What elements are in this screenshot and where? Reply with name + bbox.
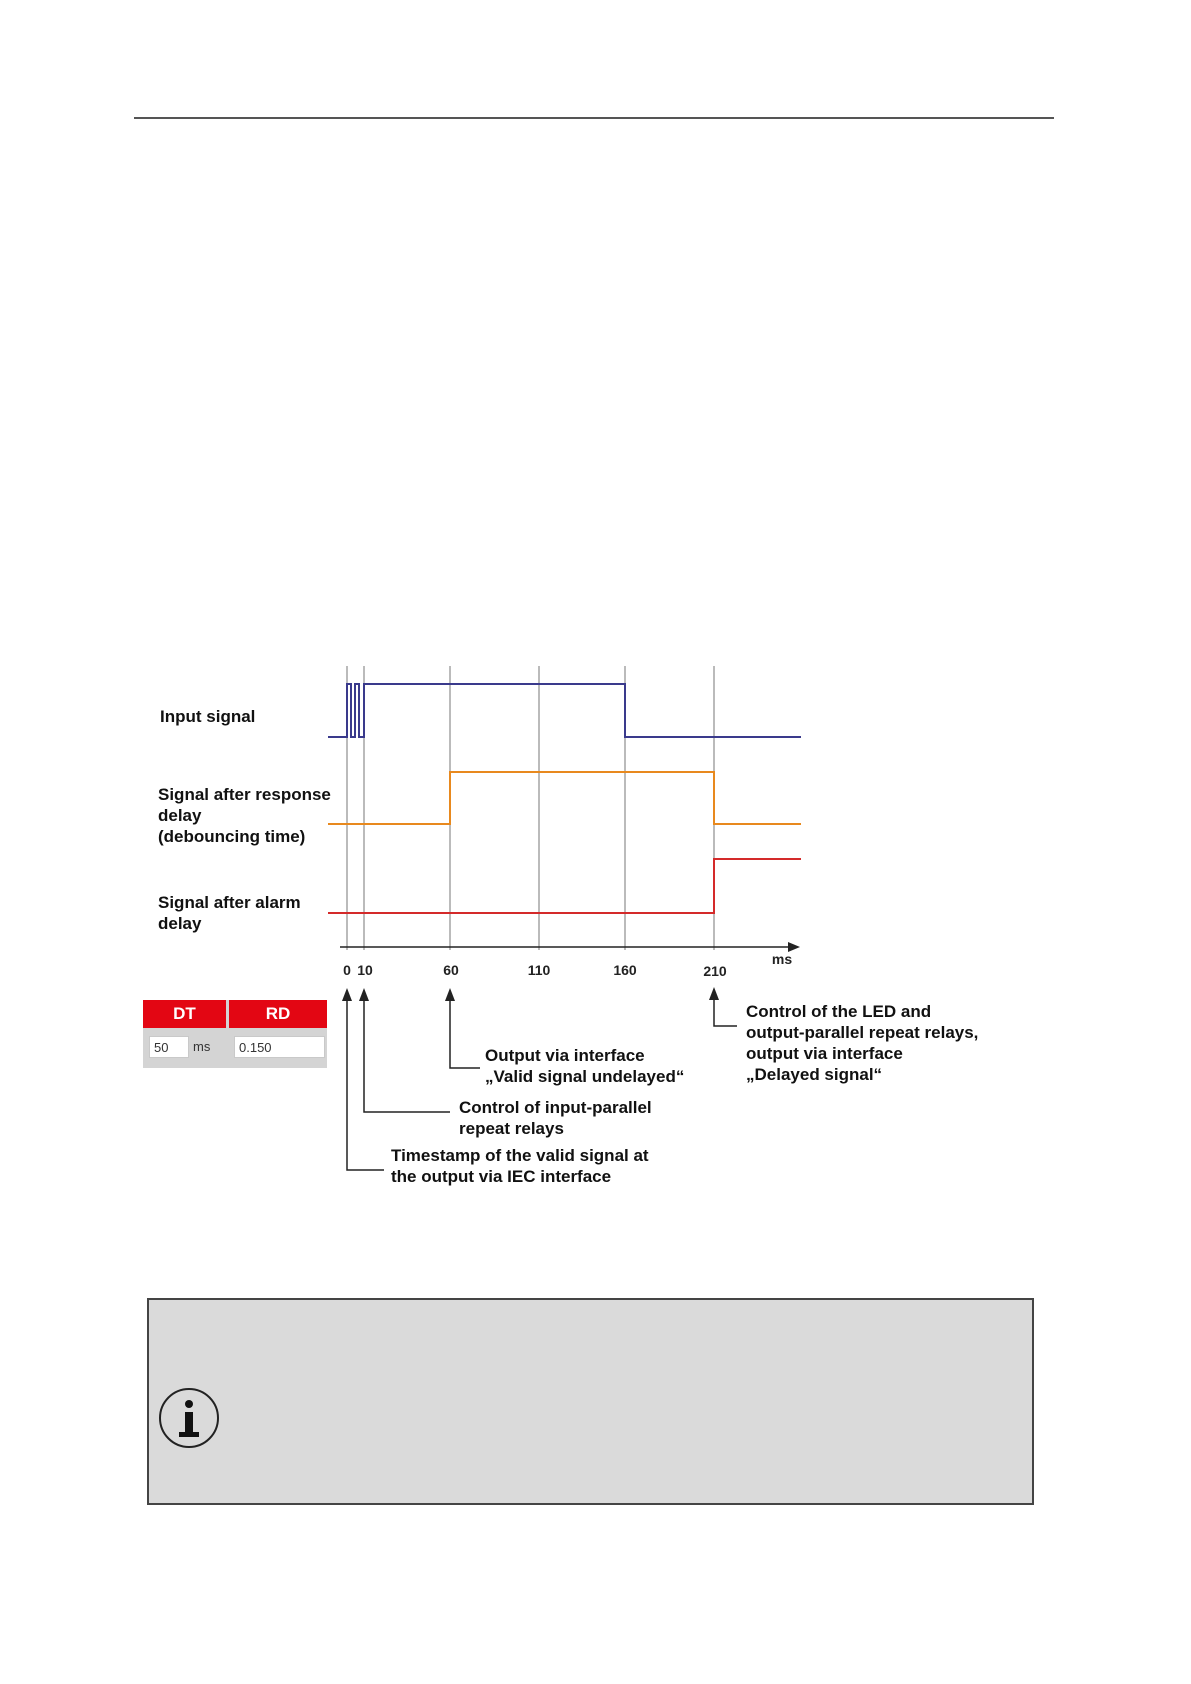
annotation-arrowheads	[342, 987, 719, 1001]
alarm-signal-line	[328, 859, 801, 913]
label-alarm-signal: Signal after alarm delay	[158, 893, 301, 933]
delay-settings-panel	[143, 1000, 327, 1068]
arrowhead-timestamp	[342, 988, 352, 1001]
leader-undelayed	[450, 1000, 480, 1068]
dt-input[interactable]: 50	[149, 1036, 189, 1058]
annotation-input-parallel: Control of input-parallel repeat relays	[459, 1098, 652, 1138]
axis-unit-label: ms	[771, 951, 793, 967]
gridlines	[347, 666, 714, 950]
leader-led	[714, 999, 737, 1026]
info-box	[147, 1298, 1034, 1505]
tick-label-60: 60	[443, 962, 459, 978]
rd-input[interactable]: 0.150	[234, 1036, 325, 1058]
dt-unit-label: ms	[193, 1039, 211, 1054]
annotation-undelayed: Output via interface „Valid signal undelayed“	[485, 1046, 685, 1086]
leader-input-parallel	[364, 1000, 450, 1112]
dt-header: DT	[143, 1000, 226, 1028]
tick-label-160: 160	[613, 962, 637, 978]
arrowhead-led	[709, 987, 719, 1000]
annotation-timestamp: Timestamp of the valid signal at the output via IEC interface	[391, 1146, 649, 1186]
arrowhead-undelayed	[445, 988, 455, 1001]
tick-label-110: 110	[527, 962, 551, 978]
response-signal-line	[328, 772, 801, 824]
tick-label-210: 210	[703, 963, 727, 979]
info-icon	[159, 1388, 219, 1448]
arrowhead-input-parallel	[359, 988, 369, 1001]
label-response-signal: Signal after response delay (debouncing time)	[158, 785, 331, 846]
leader-timestamp	[347, 1000, 384, 1170]
tick-label-0: 0	[343, 962, 351, 978]
label-input-signal: Input signal	[160, 707, 256, 726]
rd-header: RD	[229, 1000, 327, 1028]
annotation-led: Control of the LED and output-parallel repeat relays, output via interface „Delayed signal“	[746, 1002, 979, 1084]
input-signal-line	[328, 684, 801, 737]
tick-label-10: 10	[357, 962, 373, 978]
